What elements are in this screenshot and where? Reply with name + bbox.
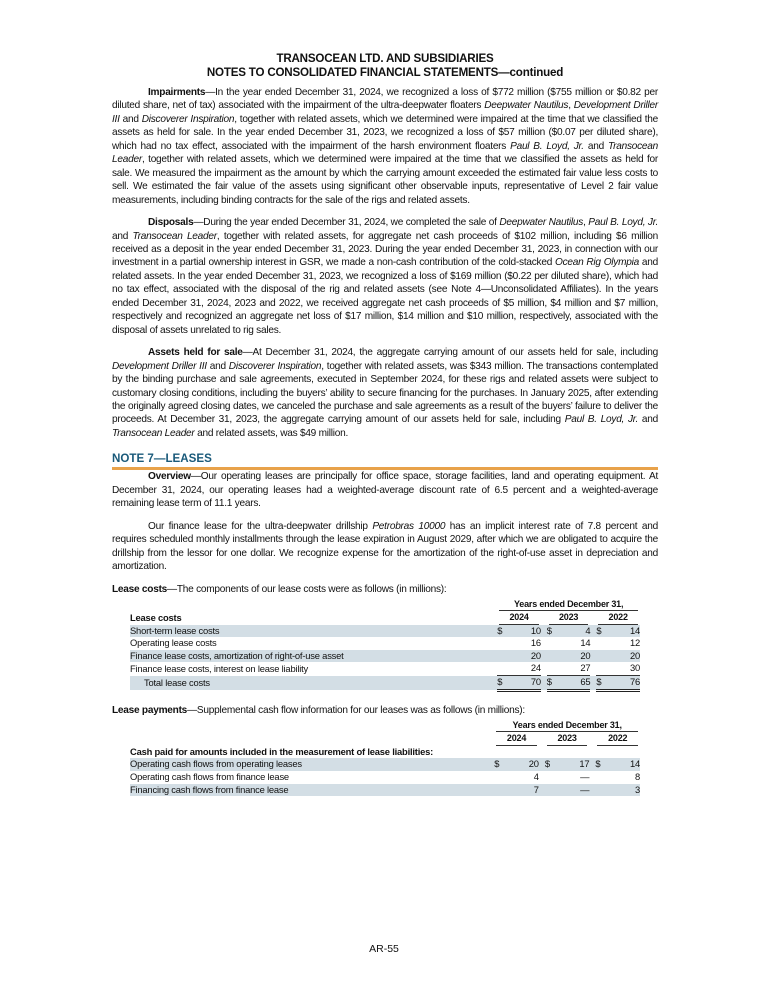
paragraph-text: —During the year ended December 31, 2024, we completed the sale of [193,217,500,229]
year-header [595,732,640,746]
paragraph-text: , [568,100,574,112]
value: 4 [561,625,591,638]
row-label: Short-term lease costs [130,625,497,638]
value: 76 [610,676,640,691]
lease-costs-table [130,598,640,692]
currency-symbol [497,637,511,650]
value: 30 [629,662,640,674]
rig-name: Paul B. Loyd, Jr. [564,414,639,426]
table-row [130,784,640,797]
paragraph [112,520,658,574]
year-header [596,611,640,625]
currency-symbol: $ [547,625,561,638]
table-row [130,771,640,784]
rig-name: Deepwater Nautilus [484,100,569,112]
value: 8 [634,771,640,783]
period-header [494,719,640,733]
total-row [130,676,640,691]
value: 16 [530,637,541,649]
value: 27 [580,662,591,674]
lease-costs-text: —The components of our lease costs were as follows (in millions): [167,583,447,595]
year-label: 2023 [547,732,588,746]
notes-title: NOTES TO CONSOLIDATED FINANCIAL STATEMENTS—continued [206,66,564,79]
value: 17 [559,758,589,771]
table-row [130,637,640,650]
year-label: 2022 [598,611,638,625]
value: — [559,784,589,797]
rig-name: Ocean Rig Olympia [554,257,639,269]
currency-symbol [497,662,511,675]
row-label: Operating cash flows from operating leases [130,758,494,771]
year-header [547,611,591,625]
rig-name: Discoverer Inspiration [141,113,235,125]
value: 3 [610,784,640,797]
currency-symbol [494,771,508,784]
paragraph-text: , together with related assets, was $343 million. The transactions contemplated by the binding purchase and sale agreements, executed in September 2024, for these rigs and related assets were subject to customary closing conditions, including the buyers’ ability to secure financing for the purchases. In January 2025, after extending the originally agreed closing dates, we canceled the purchase and sale agreements as a result of the buyers’ failure to deliver the proceeds. At December 31, 2023, the aggregate carrying amount of our assets held for sale, including [112,360,658,426]
column-header [130,732,494,746]
currency-symbol [595,771,609,784]
paragraph [112,346,658,440]
paragraph-lead: Impairments [148,87,206,98]
currency-symbol: $ [596,625,610,638]
year-header [494,732,539,746]
value: 7 [508,784,538,797]
paragraph-text: and [583,140,608,152]
table-row [130,625,640,638]
table-row [130,758,640,771]
currency-symbol [545,784,559,797]
year-label: 2024 [496,732,537,746]
table-row [130,662,640,675]
period-header [497,598,640,612]
rig-name: Paul B. Loyd, Jr. [588,217,659,229]
currency-symbol [596,637,610,650]
value: 20 [508,758,538,771]
section-header: Cash paid for amounts included in the measurement of lease liabilities: [130,745,434,757]
rig-name: Discoverer Inspiration [228,360,322,372]
value: 12 [629,637,640,649]
rig-name: Deepwater Nautilus [499,217,584,229]
note-7-heading: NOTE 7—LEASES [112,452,658,470]
rig-name: Development Driller III [112,100,659,125]
paragraph-text: and related assets. In the year ended December 31, 2023, we recognized a loss of $169 million ($0.22 per diluted share), which had no tax effect, associated with the disposal of the rig and related assets (see Note 4—Unconsolidated Affiliates). In the years ended December 31, 2024, 2023 and 2022, we received aggregate net cash proceeds of $5 million, $4 million and $7 million, respectively and recognized an aggregate net loss of $17 million, $14 million and $10 million, respectively, associated with the disposal of assets unrelated to rig sales. [112,257,658,336]
value: 24 [530,662,541,674]
blank [130,719,494,733]
paragraph-text: and related assets, was $49 million. [194,427,349,439]
paragraph [112,216,658,337]
lease-costs-label: Lease costs [112,583,168,595]
currency-symbol [547,637,561,650]
paragraph-text: , together with related assets, which we determined were impaired at the time that we classified the assets as held for sale. In the year ended December 31, 2023, we recognized a loss of $57 million ($0.07 per diluted share), which had no tax effect, associated with the impairment of the harsh environment floaters [112,113,658,152]
paragraph-text: —Our operating leases are principally for office space, storage facilities, land and operating equipment. At December 31, 2024, our operating leases had a weighted-average discount rate of 6.5 percent and a weighted-average remaining lease term of 11.1 years. [112,471,658,510]
currency-symbol [595,784,609,797]
value: 20 [561,650,591,663]
rig-name: Development Driller III [112,360,207,372]
column-header: Lease costs [130,611,182,623]
row-label: Finance lease costs, interest on lease liability [130,662,308,674]
lease-payments-text: —Supplemental cash flow information for our leases was as follows (in millions): [187,704,525,716]
row-label: Operating cash flows from finance lease [130,771,289,783]
paragraph [112,470,658,510]
year-label: 2022 [597,732,638,746]
leases-overview-section [112,470,658,573]
company-title: TRANSOCEAN LTD. AND SUBSIDIARIES [276,52,494,65]
year-label: 2024 [499,611,539,625]
currency-symbol: $ [547,676,561,691]
currency-symbol [596,662,610,675]
paragraph-lead: Disposals [148,217,194,229]
value: 10 [511,625,541,638]
value: 14 [610,758,640,771]
lease-costs-intro [112,583,658,596]
lease-payments-intro [112,704,658,717]
lease-payments-table [130,719,640,797]
value: 20 [610,650,640,663]
lease-payments-label: Lease payments [112,704,188,716]
paragraph-text: and [112,230,133,242]
currency-symbol: $ [545,758,559,771]
value: 14 [610,625,640,638]
table-row [130,650,640,663]
currency-symbol: $ [595,758,609,771]
currency-symbol [494,784,508,797]
paragraph-text: —At December 31, 2024, the aggregate carrying amount of our assets held for sale, including [242,347,658,359]
period-header-text: Years ended December 31, [499,598,638,612]
row-label: Financing cash flows from finance lease [130,784,494,797]
currency-symbol: $ [497,625,511,638]
paragraph-text: has an implicit interest rate of 7.8 percent and requires scheduled monthly installments through the lease expiration in August 2029, after which we are obligated to acquire the drillship from the lessor for one dollar. We recognize expense for the amortization of the right-of-use asset in depreciation and amortization. [112,520,658,573]
value: 4 [533,771,539,783]
paragraph-text: , together with related assets, which we determined were impaired at the time that we classified the assets as held for sale. We measured the impairment as the amount by which the carrying amount exceeded the estimated fair value less costs to sell. We estimated the fair value of the assets using significant other observable inputs, representative of Level 2 fair value measurements, including binding contracts for the sale of the rigs and related assets. [112,154,658,206]
currency-symbol [547,662,561,675]
row-label: Operating lease costs [130,637,217,649]
value: — [580,771,590,783]
year-header [545,732,590,746]
value: 65 [561,676,591,691]
currency-symbol: $ [497,676,511,691]
document-page [112,52,658,796]
rig-name: Paul B. Loyd, Jr. [510,140,584,152]
value: 14 [580,637,591,649]
currency-symbol [547,650,561,663]
paragraph [112,86,658,207]
document-header [112,52,658,80]
rig-name: Petrobras 10000 [372,520,446,532]
currency-symbol [545,771,559,784]
row-label: Total lease costs [130,676,497,691]
paragraph-text: , [583,217,589,229]
page-number: AR-55 [369,943,399,955]
impairments-disposals-section [112,86,658,440]
paragraph-text: and [119,113,142,125]
paragraph-text: and [206,360,229,372]
row-label: Finance lease costs, amortization of right-of-use asset [130,650,497,663]
value: 20 [511,650,541,663]
paragraph-text: —In the year ended December 31, 2024, we recognized a loss of $772 million ($755 million or $0.82 per diluted share, net of tax) associated with the impairment of the ultra-deepwater floaters [112,87,658,112]
currency-symbol: $ [494,758,508,771]
period-header-text: Years ended December 31, [496,719,638,733]
currency-symbol [596,650,610,663]
paragraph-lead: Assets held for sale [148,347,243,359]
rig-name: Transocean Leader [112,140,659,166]
year-header [497,611,541,625]
blank [130,598,497,612]
value: 70 [511,676,541,691]
currency-symbol: $ [596,676,610,691]
paragraph-lead: Overview [148,471,191,483]
rig-name: Transocean Leader [112,427,195,439]
currency-symbol [497,650,511,663]
paragraph-text: , together with related assets, for aggregate net cash proceeds of $102 million, including $6 million received as a deposit in the year ended December 31, 2023. During the year ended December 31, 2023, in connection with our investment in a partial ownership interest in GSR, we made a non-cash contribution of the cold-stacked [112,230,659,269]
rig-name: Transocean Leader [132,230,217,242]
year-label: 2023 [549,611,589,625]
paragraph-text: Our finance lease for the ultra-deepwater drillship [148,520,373,532]
paragraph-text: and [638,414,658,426]
